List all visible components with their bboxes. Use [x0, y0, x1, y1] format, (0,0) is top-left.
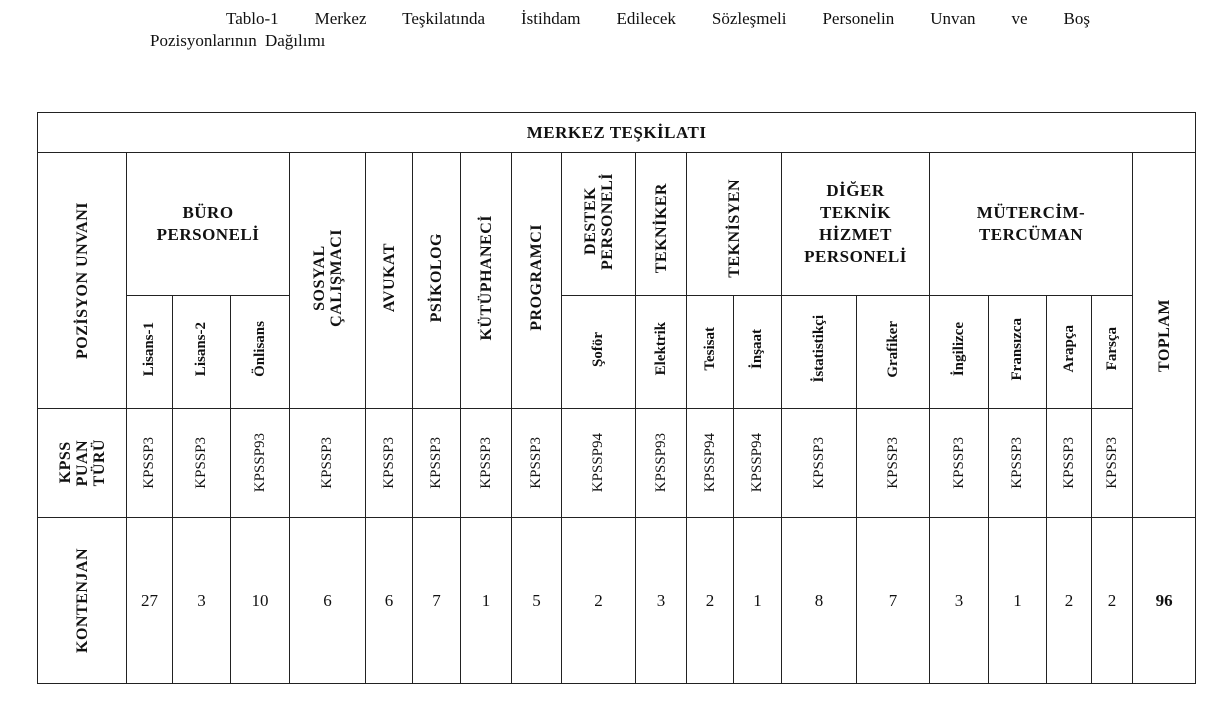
kontenjan-fransizca: 1: [989, 518, 1047, 684]
sub-farsca: Farsça: [1092, 296, 1133, 409]
sub-ingilizce: İngilizce: [930, 296, 989, 409]
group-tekniker: TEKNİKER: [636, 153, 687, 296]
kpss-kutuphaneci: KPSSP3: [461, 409, 512, 518]
kpss-sosyal-calismaci: KPSSP3: [290, 409, 366, 518]
group-programci: PROGRAMCI: [512, 153, 562, 409]
kontenjan-lisans-2: 3: [173, 518, 231, 684]
kontenjan-lisans-1: 27: [127, 518, 173, 684]
sub-arapca: Arapça: [1047, 296, 1092, 409]
sub-lisans-2: Lisans-2: [173, 296, 231, 409]
sub-sofor: Şoför: [562, 296, 636, 409]
kontenjan-insaat: 1: [734, 518, 782, 684]
group-buro-personeli: BÜRO PERSONELİ: [127, 153, 290, 296]
kontenjan-farsca: 2: [1092, 518, 1133, 684]
kontenjan-programci: 5: [512, 518, 562, 684]
group-kutuphaneci: KÜTÜPHANECİ: [461, 153, 512, 409]
kontenjan-toplam: 96: [1133, 518, 1196, 684]
kontenjan-kutuphaneci: 1: [461, 518, 512, 684]
caption-line-1: Tablo-1 Merkez Teşkilatında İstihdam Edilecek Sözleşmeli Personelin Unvan ve Boş: [226, 9, 1090, 28]
kontenjan-sofor: 2: [562, 518, 636, 684]
group-sosyal-calismaci: SOSYAL ÇALIŞMACI: [290, 153, 366, 409]
kpss-arapca: KPSSP3: [1047, 409, 1092, 518]
kpss-onlisans: KPSSP93: [231, 409, 290, 518]
kontenjan-tesisat: 2: [687, 518, 734, 684]
kpss-programci: KPSSP3: [512, 409, 562, 518]
kontenjan-psikolog: 7: [413, 518, 461, 684]
kpss-elektrik: KPSSP93: [636, 409, 687, 518]
kpss-lisans-1: KPSSP3: [127, 409, 173, 518]
kpss-grafiker: KPSSP3: [857, 409, 930, 518]
kontenjan-sosyal-calismaci: 6: [290, 518, 366, 684]
kpss-psikolog: KPSSP3: [413, 409, 461, 518]
kpss-sofor: KPSSP94: [562, 409, 636, 518]
caption-line-2: Pozisyonlarının Dağılımı: [150, 31, 326, 50]
sub-onlisans: Önlisans: [231, 296, 290, 409]
group-avukat: AVUKAT: [366, 153, 413, 409]
sub-grafiker: Grafiker: [857, 296, 930, 409]
group-teknisyen: TEKNİSYEN: [687, 153, 782, 296]
kpss-fransizca: KPSSP3: [989, 409, 1047, 518]
group-psikolog: PSİKOLOG: [413, 153, 461, 409]
pozisyon-unvani-label: POZİSYON UNVANI: [38, 153, 127, 409]
kontenjan-arapca: 2: [1047, 518, 1092, 684]
kontenjan-avukat: 6: [366, 518, 413, 684]
kpss-insaat: KPSSP94: [734, 409, 782, 518]
kpss-lisans-2: KPSSP3: [173, 409, 231, 518]
sub-tesisat: Tesisat: [687, 296, 734, 409]
table-header-merkez: MERKEZ TEŞKİLATI: [38, 113, 1196, 153]
positions-table: [37, 112, 1196, 684]
sub-insaat: İnşaat: [734, 296, 782, 409]
sub-lisans-1: Lisans-1: [127, 296, 173, 409]
kontenjan-onlisans: 10: [231, 518, 290, 684]
group-diger-teknik-hizmet-personeli: DİĞER TEKNİK HİZMET PERSONELİ: [782, 153, 930, 296]
kpss-farsca: KPSSP3: [1092, 409, 1133, 518]
sub-istatistikci: İstatistikçi: [782, 296, 857, 409]
kpss-avukat: KPSSP3: [366, 409, 413, 518]
sub-fransizca: Fransızca: [989, 296, 1047, 409]
sub-elektrik: Elektrik: [636, 296, 687, 409]
kontenjan-grafiker: 7: [857, 518, 930, 684]
kpss-puan-turu-label: KPSS PUAN TÜRÜ: [38, 409, 127, 518]
group-destek-personeli: DESTEK PERSONELİ: [562, 153, 636, 296]
group-mutercim-tercuman: MÜTERCİM- TERCÜMAN: [930, 153, 1133, 296]
kontenjan-elektrik: 3: [636, 518, 687, 684]
group-toplam: TOPLAM: [1133, 153, 1196, 518]
kontenjan-istatistikci: 8: [782, 518, 857, 684]
kpss-ingilizce: KPSSP3: [930, 409, 989, 518]
table-caption: [150, 8, 1090, 52]
kpss-tesisat: KPSSP94: [687, 409, 734, 518]
kontenjan-ingilizce: 3: [930, 518, 989, 684]
kontenjan-label: KONTENJAN: [38, 518, 127, 684]
kpss-istatistikci: KPSSP3: [782, 409, 857, 518]
